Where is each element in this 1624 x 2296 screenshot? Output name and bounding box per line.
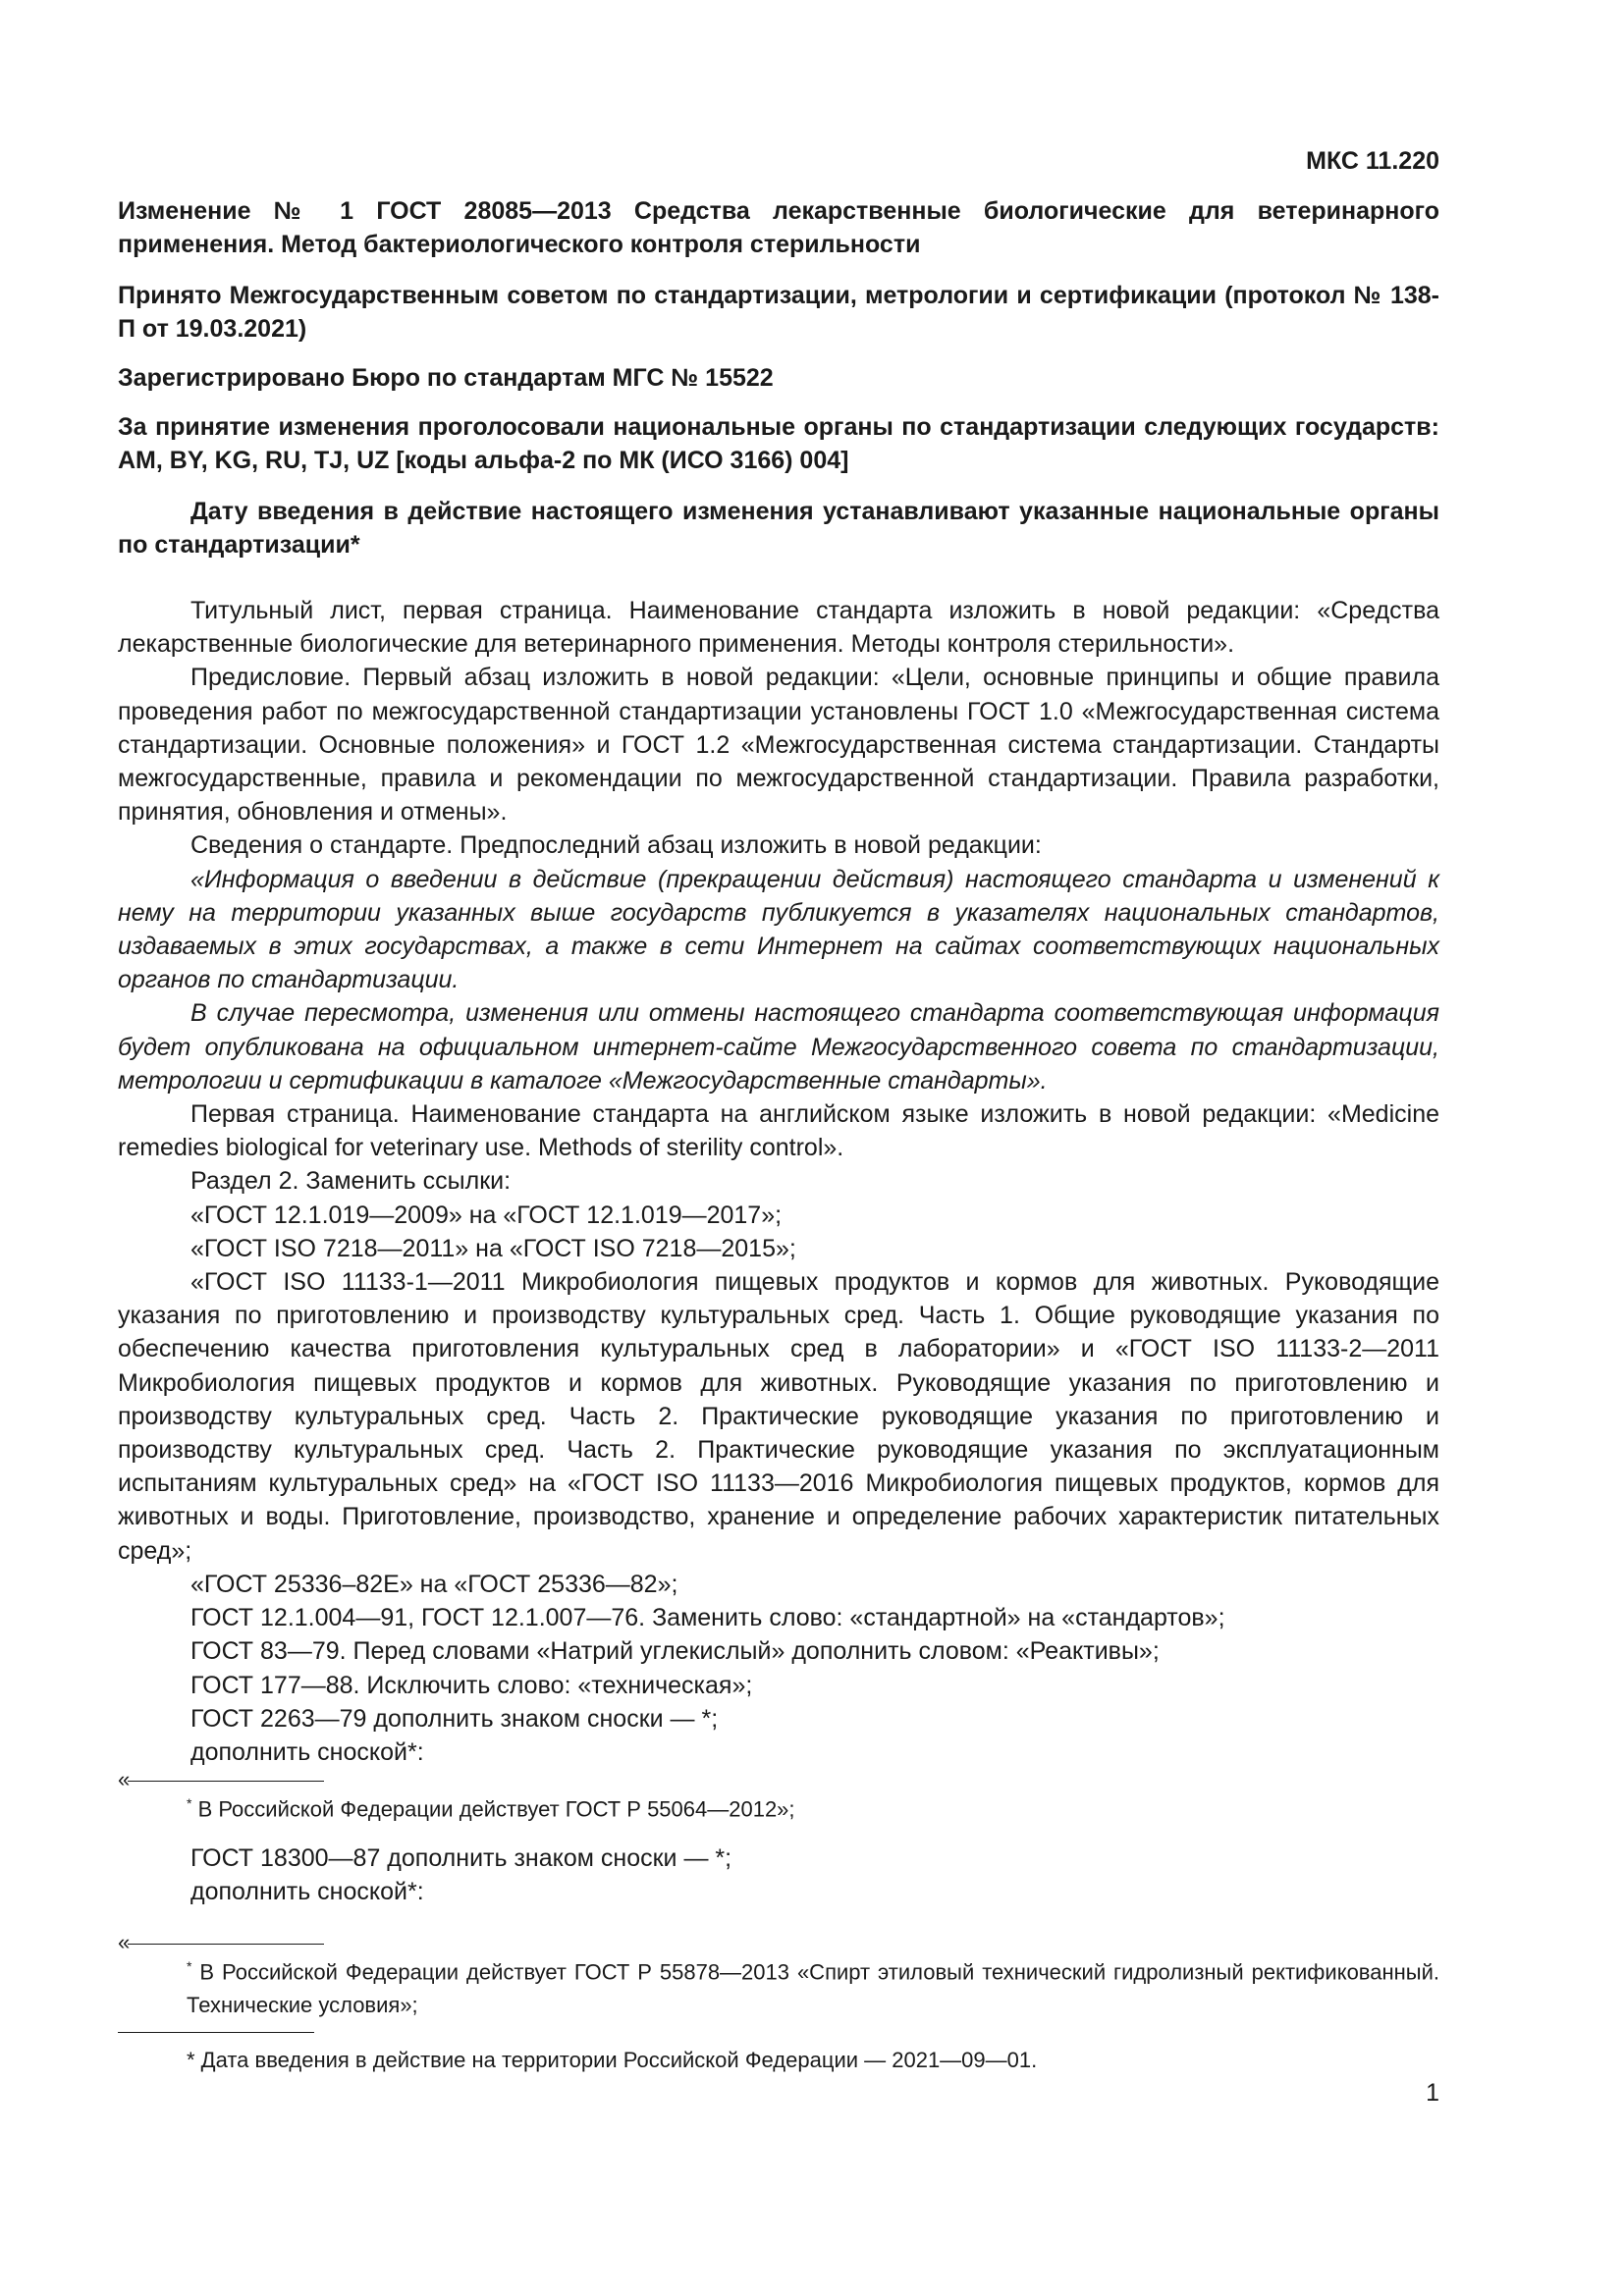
reference-item: ГОСТ 83—79. Перед словами «Натрий углекислый» дополнить словом: «Реактивы»; [190,1637,1160,1666]
reference-item: ГОСТ 2263—79 дополнить знаком сноски — *; [190,1704,719,1733]
change-title: Изменение № 1 ГОСТ 28085—2013 Средства лекарственные биологические для ветеринарного применения. Метод бактериологического контроля стерильности [118,197,1439,258]
footnote-star: * [187,1958,192,1974]
footnote-text: * В Российской Федерации действует ГОСТ Р 55878—2013 «Спирт этиловый технический гидролизный ректификованный. Технические условия»; [187,1958,1439,2018]
voting-states: За принятие изменения проголосовали национальные органы по стандартизации следующих государств: AM, BY, KG, RU, TJ, UZ [коды альфа-2 по МК (ИСО 3166) 004] [118,413,1439,474]
footnote-separator [128,1944,324,1945]
paragraph-publication-info: «Информация о введении в действие (прекращении действия) настоящего стандарта и изменений к нему на территории указанных выше государств публикуется в указателях национальных стандартов, издаваемых в этих государствах, а также в сети Интернет на сайтах соответствующих национальных органов по стандартизации. [118,865,1439,994]
paragraph-title-page: Титульный лист, первая страница. Наименование стандарта изложить в новой редакции: «Средства лекарственные биологические для ветеринарного применения. Методы контроля стерильности». [118,597,1439,659]
reference-item: ГОСТ 177—88. Исключить слово: «техническая»; [190,1671,753,1699]
quote-mark: « [118,1767,131,1791]
reference-item: «ГОСТ 25336–82Е» на «ГОСТ 25336—82»; [190,1570,678,1598]
reference-item: ГОСТ 18300—87 дополнить знаком сноски — *; [190,1844,732,1872]
amendment-body [118,594,1439,1769]
reference-item: ГОСТ 12.1.004—91, ГОСТ 12.1.007—76. Заменить слово: «стандартной» на «стандартов»; [190,1604,1225,1632]
footnote-text: * В Российской Федерации действует ГОСТ Р 55064—2012»; [187,1795,795,1822]
inserted-footnote-2 [118,1930,1439,2018]
quote-mark: « [118,1930,131,1954]
document-page [118,0,1439,2296]
reference-item: «ГОСТ ISO 11133-1—2011 Микробиология пищевых продуктов и кормов для животных. Руководящие указания по приготовлению и производству культуральных сред. Часть 1. Общие руководящие указания по обеспечению качества приготовления культуральных сред в лаборатории» и «ГОСТ ISO 11133-2—2011 Микробиология пищевых продуктов и кормов для животных. Руководящие указания по приготовлению и производству культуральных сред. Часть 2. Практические руководящие указания по приготовлению и производству культуральных сред. Часть 2. Практические руководящие указания по эксплуатационным испытаниям культуральных сред» на «ГОСТ ISO 11133—2016 Микробиология пищевых продуктов, кормов для животных и воды. Приготовление, производство, хранение и определение рабочих характеристик питательных сред»; [118,1268,1439,1565]
effective-date-statement: Дату введения в действие настоящего изменения устанавливают указанные национальные органы по стандартизации* [118,498,1439,559]
page-footnote-separator [118,2032,314,2033]
registration-statement: Зарегистрировано Бюро по стандартам МГС № 15522 [118,364,774,392]
amendment-body-continued [190,1842,731,1908]
page-number: 1 [1426,2079,1439,2107]
reference-item: дополнить сноской*: [190,1737,424,1766]
paragraph-english-title: Первая страница. Наименование стандарта на английском языке изложить в новой редакции: «Medicine remedies biological for veterinary use. Methods of sterility control». [118,1100,1439,1162]
paragraph-foreword: Предисловие. Первый абзац изложить в новой редакции: «Цели, основные принципы и общие правила проведения работ по межгосударственной стандартизации установлены ГОСТ 1.0 «Межгосударственная система стандартизации. Основные положения» и ГОСТ 1.2 «Межгосударственная система стандартизации. Стандарты межгосударственные, правила и рекомендации по межгосударственной стандартизации. Правила разработки, принятия, обновления и отмены». [118,664,1439,827]
page-footnote [118,2044,1439,2083]
page-footnote-text: * Дата введения в действие на территории Российской Федерации — 2021—09—01. [187,2048,1038,2072]
paragraph-standard-info: Сведения о стандарте. Предпоследний абзац изложить в новой редакции: [190,831,1042,860]
inserted-footnote-1 [118,1767,1439,1826]
paragraph-revision-info: В случае пересмотра, изменения или отмены настоящего стандарта соответствующая информация будет опубликована на официальном интернет-сайте Межгосударственного совета по стандартизации, метрологии и сертификации в каталоге «Межгосударственные стандарты». [118,999,1439,1095]
footnote-separator [128,1781,324,1782]
paragraph-section-2: Раздел 2. Заменить ссылки: [190,1167,512,1196]
reference-item: «ГОСТ ISO 7218—2011» на «ГОСТ ISO 7218—2015»; [190,1234,796,1262]
adopted-statement: Принято Межгосударственным советом по стандартизации, метрологии и сертификации (протокол № 138-П от 19.03.2021) [118,282,1439,343]
mks-code: МКС 11.220 [1306,147,1439,175]
reference-item: «ГОСТ 12.1.019—2009» на «ГОСТ 12.1.019—2017»; [190,1201,783,1229]
reference-item: дополнить сноской*: [190,1878,424,1905]
footnote-star: * [187,1795,192,1811]
